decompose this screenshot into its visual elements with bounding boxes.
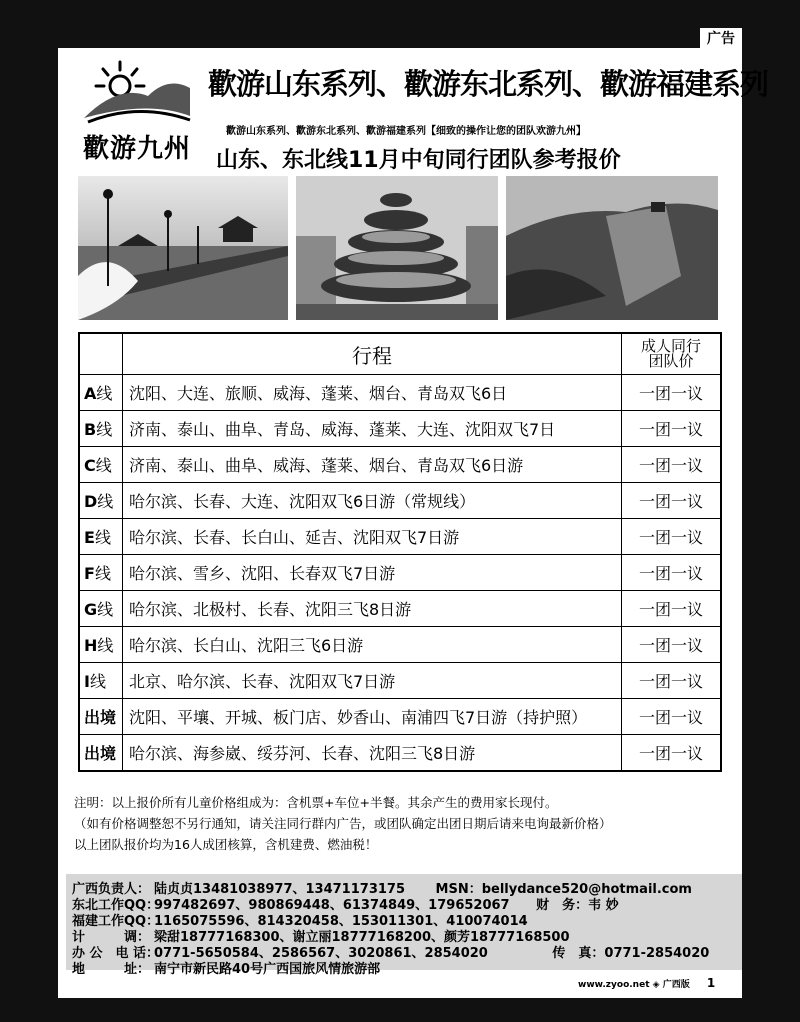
route-itinerary: 济南、泰山、曲阜、威海、蓬莱、烟台、青岛双飞6日游 <box>123 447 622 483</box>
route-code: B线 <box>79 411 123 447</box>
photo-pier <box>78 176 288 320</box>
route-itinerary: 北京、哈尔滨、长春、沈阳双飞7日游 <box>123 663 622 699</box>
route-price: 一团一议 <box>622 447 722 483</box>
route-itinerary: 哈尔滨、雪乡、沈阳、长春双飞7日游 <box>123 555 622 591</box>
route-itinerary: 哈尔滨、长白山、沈阳三飞6日游 <box>123 627 622 663</box>
route-price: 一团一议 <box>622 555 722 591</box>
page-title: 山东、东北线11月中旬同行团队参考报价 <box>216 148 621 173</box>
photo-coast <box>506 176 718 320</box>
brand-logo <box>78 56 196 168</box>
header-price <box>622 333 722 375</box>
page-number: 1 <box>706 976 716 990</box>
ad-page <box>58 48 769 998</box>
route-code: H线 <box>79 627 123 663</box>
headline: 歡游山东系列、歡游东北系列、歡游福建系列 <box>208 67 769 101</box>
table-row <box>79 411 721 447</box>
table-row <box>79 375 721 411</box>
table-row <box>79 555 721 591</box>
table-row <box>79 591 721 627</box>
route-price: 一团一议 <box>622 411 722 447</box>
table-header-row <box>79 333 721 375</box>
table-row <box>79 447 721 483</box>
route-price: 一团一议 <box>622 699 722 735</box>
route-code: 出境 <box>79 735 123 772</box>
contact-block <box>66 874 742 977</box>
subline: 歡游山东系列、歡游东北系列、歡游福建系列【细致的操作让您的团队欢游九州】 <box>226 126 586 137</box>
route-itinerary: 哈尔滨、北极村、长春、沈阳三飞8日游 <box>123 591 622 627</box>
route-code: I线 <box>79 663 123 699</box>
route-price: 一团一议 <box>622 627 722 663</box>
note-line: 注明：以上报价所有儿童价格组成为：含机票+车位+半餐。其余产生的费用家长现付。 <box>74 795 558 810</box>
sun-mountain-icon <box>78 56 196 131</box>
notes-block <box>74 792 734 855</box>
footer-site: www.zyoo.net <box>578 980 650 990</box>
route-code: A线 <box>79 375 123 411</box>
ad-tag: 广告 <box>700 28 742 50</box>
footer <box>578 976 715 990</box>
route-itinerary: 沈阳、平壤、开城、板门店、妙香山、南浦四飞7日游（持护照） <box>123 699 622 735</box>
table-row <box>79 483 721 519</box>
note-line: 以上团队报价均为16人成团核算，含机建费、燃油税！ <box>74 837 378 852</box>
header-price-line1: 成人同行 <box>640 337 701 355</box>
route-price: 一团一议 <box>622 591 722 627</box>
header-code <box>79 333 123 375</box>
route-code: G线 <box>79 591 123 627</box>
contact-row-manager: 广西负责人： 陆贞贞13481038977、13471173175 MSN：bellydance520@hotmail.com <box>72 882 692 897</box>
route-code: 出境 <box>79 699 123 735</box>
table-row <box>79 627 721 663</box>
route-price: 一团一议 <box>622 735 722 772</box>
photo-sculpture <box>296 176 498 320</box>
route-itinerary: 济南、泰山、曲阜、青岛、威海、蓬莱、大连、沈阳双飞7日 <box>123 411 622 447</box>
contact-row-address: 地 址： 南宁市新民路40号广西国旅风情旅游部 <box>72 962 381 977</box>
route-code: F线 <box>79 555 123 591</box>
contact-row-fujian-qq: 福建工作QQ：1165075596、814320458、153011301、410074014 <box>72 914 528 929</box>
table-body <box>79 375 721 772</box>
route-price: 一团一议 <box>622 663 722 699</box>
route-price: 一团一议 <box>622 375 722 411</box>
footer-edition: 广西版 <box>662 980 690 990</box>
route-itinerary: 哈尔滨、长春、大连、沈阳双飞6日游（常规线） <box>123 483 622 519</box>
contact-row-northeast-qq: 东北工作QQ：997482697、980869448、61374849、179652067 财 务：韦 妙 <box>72 898 619 913</box>
contact-row-phone: 办 公 电 话：0771-5650584、2586567、3020861、2854020 传 真：0771-2854020 <box>72 946 710 961</box>
footer-edition-logo-icon: ◈ <box>652 980 660 990</box>
table-row <box>79 699 721 735</box>
route-code: E线 <box>79 519 123 555</box>
route-price: 一团一议 <box>622 483 722 519</box>
contact-row-planner: 计 调： 梁甜18777168300、谢立丽18777168200、颜芳18777168500 <box>72 930 570 945</box>
route-itinerary: 哈尔滨、海参崴、绥芬河、长春、沈阳三飞8日游 <box>123 735 622 772</box>
table-row <box>79 519 721 555</box>
route-code: D线 <box>79 483 123 519</box>
table-row <box>79 663 721 699</box>
route-itinerary: 哈尔滨、长春、长白山、延吉、沈阳双飞7日游 <box>123 519 622 555</box>
note-line: （如有价格调整恕不另行通知，请关注同行群内广告，或团队确定出团日期后请来电询最新价格） <box>74 816 612 831</box>
logo-text: 歡游九州 <box>82 134 191 164</box>
table-row <box>79 735 721 772</box>
route-price: 一团一议 <box>622 519 722 555</box>
route-itinerary: 沈阳、大连、旅顺、威海、蓬莱、烟台、青岛双飞6日 <box>123 375 622 411</box>
header-route: 行程 <box>123 333 622 375</box>
route-price-table <box>78 332 722 772</box>
header-price-line2: 团队价 <box>648 352 694 370</box>
route-code: C线 <box>79 447 123 483</box>
